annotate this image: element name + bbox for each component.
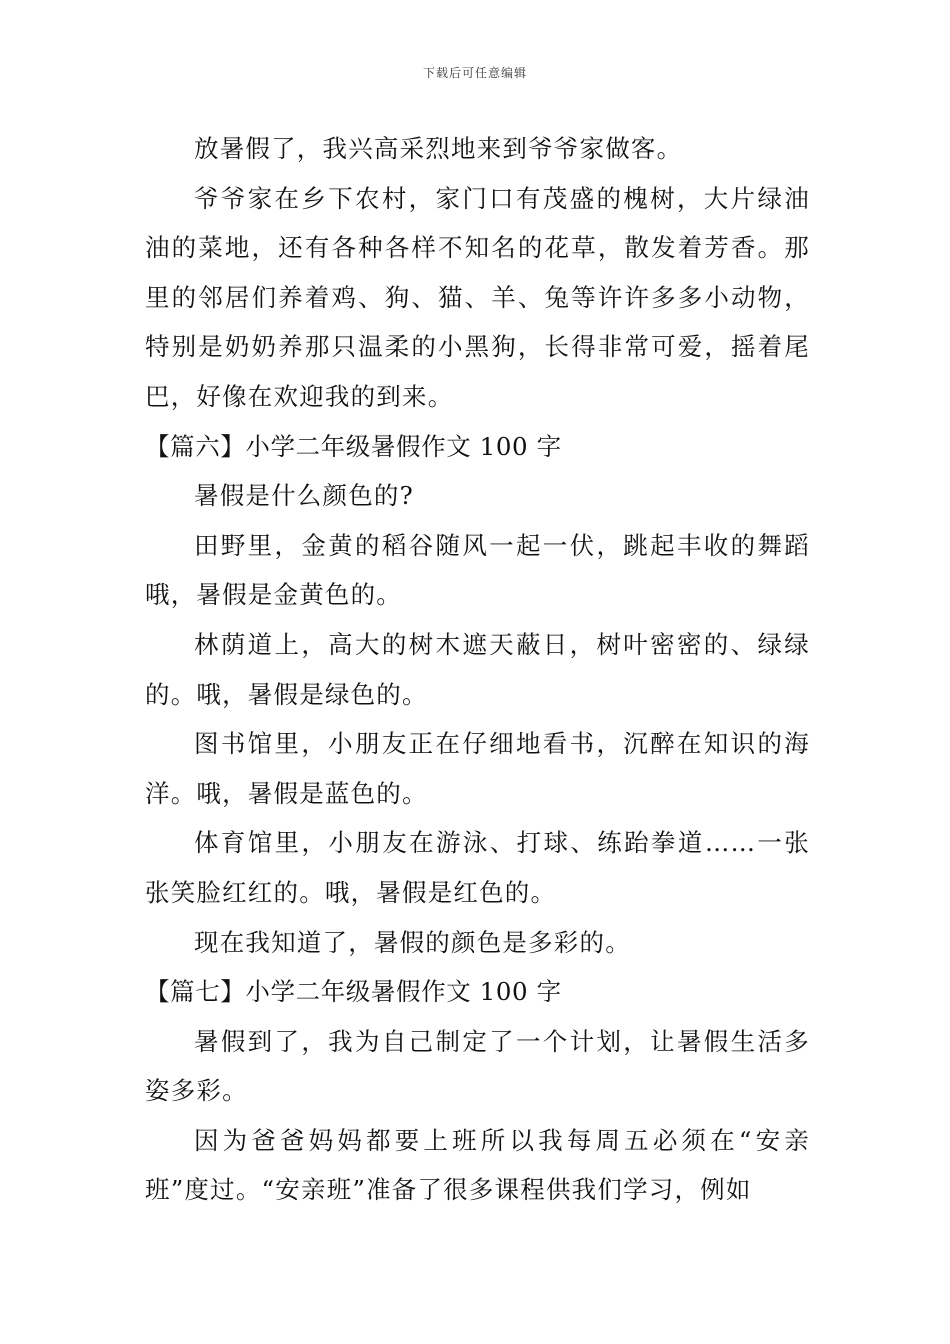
- page-header: 下载后可任意编辑: [422, 66, 527, 80]
- document-body: [145, 124, 810, 1215]
- paragraph: 爷爷家在乡下农村，家门口有茂盛的槐树，大片绿油油的菜地，还有各种各样不知名的花草，散发着芳香。那里的邻居们养着鸡、狗、猫、羊、兔等许许多多小动物，特别是奶奶养那只温柔的小黑狗，长得非常可爱，摇着尾巴，好像在欢迎我的到来。: [145, 183, 810, 411]
- paragraph: 放暑假了，我兴高采烈地来到爷爷家做客。: [194, 134, 683, 163]
- paragraph: 林荫道上，高大的树木遮天蔽日，树叶密密的、绿绿的。哦，暑假是绿色的。: [145, 629, 810, 709]
- section-heading: 【篇七】小学二年级暑假作文 100 字: [145, 977, 562, 1007]
- section-heading: 【篇六】小学二年级暑假作文 100 字: [145, 431, 562, 461]
- paragraph: 暑假到了，我为自己制定了一个计划，让暑假生活多姿多彩。: [145, 1026, 810, 1106]
- paragraph: 田野里，金黄的稻谷随风一起一伏，跳起丰收的舞蹈哦，暑假是金黄色的。: [145, 530, 810, 610]
- paragraph: 因为爸爸妈妈都要上班所以我每周五必须在“安亲班”度过。“安亲班”准备了很多课程供我们学习，例如: [145, 1125, 810, 1205]
- paragraph: 暑假是什么颜色的?: [194, 481, 414, 511]
- paragraph: 图书馆里，小朋友正在仔细地看书，沉醉在知识的海洋。哦，暑假是蓝色的。: [145, 729, 810, 808]
- paragraph: 体育馆里，小朋友在游泳、打球、练跆拳道……一张张笑脸红红的。哦，暑假是红色的。: [145, 828, 810, 907]
- paragraph: 现在我知道了，暑假的颜色是多彩的。: [194, 927, 631, 957]
